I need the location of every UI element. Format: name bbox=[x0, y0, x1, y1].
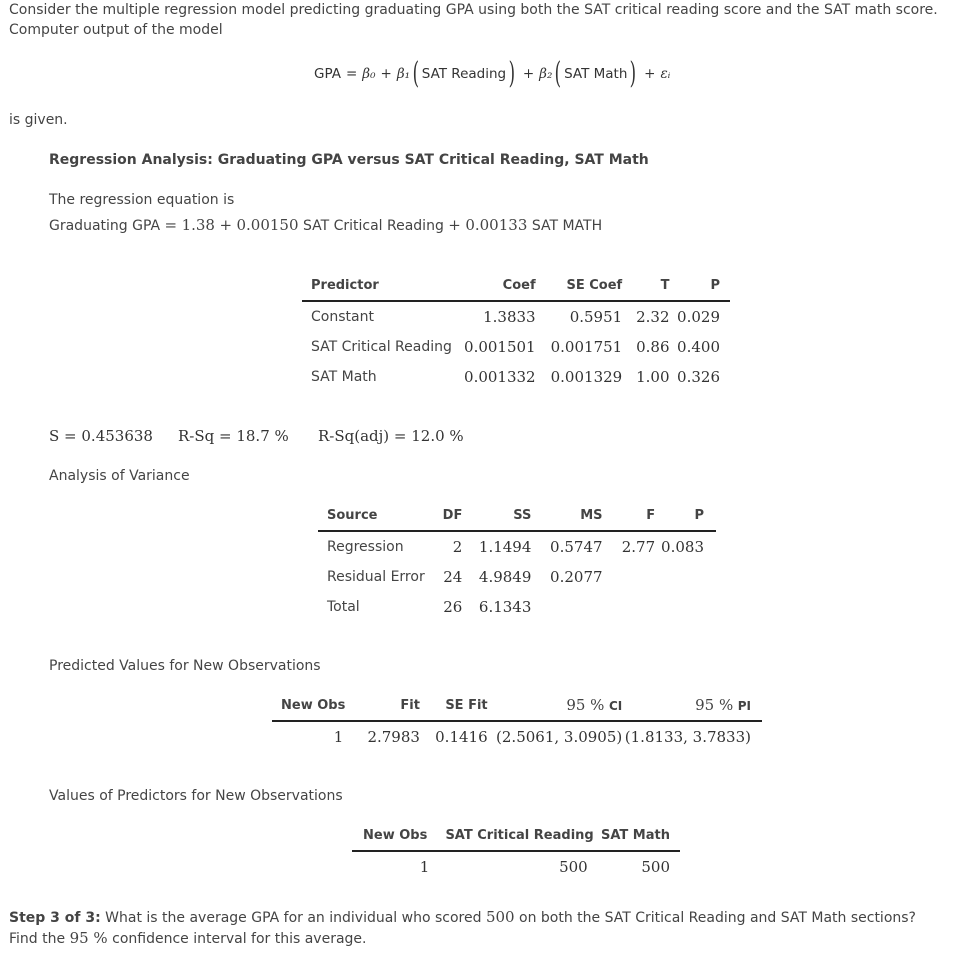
pred-cell-ci: (2.5061, 3.0905) bbox=[496, 728, 623, 746]
eq-var-math: SAT MATH bbox=[531, 218, 603, 234]
pred-cell-sefit: 0.1416 bbox=[435, 728, 488, 746]
coef-cell-predictor: SAT Math bbox=[311, 369, 377, 385]
anova-header-f: F bbox=[603, 500, 656, 531]
coef-header-p: P bbox=[670, 270, 730, 301]
anova-cell-ms: 0.5747 bbox=[550, 538, 603, 556]
pred-header-sefit: SE Fit bbox=[420, 690, 488, 721]
step-text-1: What is the average GPA for an individual who scored bbox=[100, 910, 486, 926]
step-text-2: on both the SAT Critical Reading and SAT Math sections? Find the bbox=[9, 910, 916, 947]
anova-cell-p bbox=[655, 592, 716, 622]
pred-header-pi bbox=[622, 690, 762, 721]
formula-error: εᵢ bbox=[660, 66, 671, 82]
coef-header-row bbox=[302, 270, 730, 301]
coef-cell-t: 1.00 bbox=[636, 368, 670, 386]
eq-coef-reading: 0.00150 bbox=[236, 216, 299, 234]
coef-cell-t: 2.32 bbox=[636, 308, 670, 326]
pred-header-ci-label: CI bbox=[608, 699, 623, 713]
anova-header-row bbox=[318, 500, 716, 531]
pred-header-pi-pct: 95 % bbox=[695, 696, 734, 714]
step-label: Step 3 of 3: bbox=[9, 910, 101, 926]
analysis-title: Regression Analysis: Graduating GPA versus SAT Critical Reading, SAT Math bbox=[49, 152, 649, 168]
anova-cell-df: 2 bbox=[452, 538, 463, 556]
coef-cell-t: 0.86 bbox=[636, 338, 670, 356]
anova-cell-source: Total bbox=[327, 599, 360, 615]
table-row bbox=[318, 592, 716, 622]
given-text: is given. bbox=[9, 112, 68, 128]
regression-equation bbox=[49, 216, 602, 234]
step-text-3: confidence interval for this average. bbox=[107, 931, 367, 947]
anova-cell-ss: 1.1494 bbox=[478, 538, 532, 556]
coef-cell-coef: 0.001501 bbox=[464, 338, 536, 356]
predv-header-newobs: New Obs bbox=[352, 820, 433, 851]
eq-plus-2: + bbox=[448, 216, 461, 234]
anova-table bbox=[318, 500, 716, 622]
anova-header-ss: SS bbox=[462, 500, 531, 531]
anova-label: Analysis of Variance bbox=[49, 468, 190, 484]
formula-plus-3: + bbox=[644, 66, 656, 82]
anova-header-source: Source bbox=[318, 500, 435, 531]
table-row bbox=[272, 721, 762, 752]
eq-plus-1: + bbox=[219, 216, 233, 234]
predv-cell-math: 500 bbox=[641, 858, 670, 876]
model-formula bbox=[314, 52, 670, 96]
formula-plus-2: + bbox=[522, 66, 535, 82]
coef-cell-coef: 1.3833 bbox=[483, 308, 536, 326]
pred-header-pi-label: PI bbox=[737, 699, 751, 713]
coef-header-coef: Coef bbox=[460, 270, 536, 301]
coef-cell-predictor: SAT Critical Reading bbox=[311, 339, 452, 355]
anova-header-df: DF bbox=[435, 500, 463, 531]
predv-cell-newobs: 1 bbox=[419, 858, 430, 876]
paren-open-1: ( bbox=[412, 56, 420, 91]
coef-cell-p: 0.400 bbox=[677, 338, 720, 356]
pred-cell-newobs: 1 bbox=[333, 728, 344, 746]
table-row bbox=[302, 301, 730, 332]
eq-lhs: Graduating GPA bbox=[49, 218, 161, 234]
table-row bbox=[302, 362, 730, 392]
coef-header-secoef: SE Coef bbox=[536, 270, 623, 301]
anova-cell-ss: 6.1343 bbox=[478, 598, 532, 616]
pred-header-ci-pct: 95 % bbox=[566, 696, 605, 714]
predicted-table bbox=[272, 690, 762, 752]
coef-cell-secoef: 0.001751 bbox=[550, 338, 623, 356]
formula-beta0: β₀ bbox=[362, 66, 376, 82]
eq-intercept: 1.38 bbox=[181, 216, 215, 234]
formula-beta2: β₂ bbox=[539, 66, 553, 82]
predictors-table bbox=[352, 820, 680, 882]
paren-open-2: ( bbox=[554, 56, 562, 91]
anova-cell-df: 24 bbox=[443, 568, 463, 586]
eq-var-reading: SAT Critical Reading bbox=[302, 218, 444, 234]
formula-lhs: GPA bbox=[314, 66, 341, 82]
anova-cell-f bbox=[603, 592, 656, 622]
anova-cell-f: 2.77 bbox=[621, 538, 656, 556]
pred-cell-pi: (1.8133, 3.7833) bbox=[624, 728, 751, 746]
anova-header-p: P bbox=[655, 500, 716, 531]
coef-cell-p: 0.029 bbox=[677, 308, 720, 326]
paren-close-2: ) bbox=[630, 56, 637, 91]
formula-var-reading: SAT Reading bbox=[421, 66, 507, 82]
table-row bbox=[318, 531, 716, 562]
formula-plus-1: + bbox=[380, 66, 392, 82]
table-row bbox=[318, 562, 716, 592]
table-row bbox=[352, 851, 680, 882]
coef-cell-secoef: 0.5951 bbox=[569, 308, 623, 326]
step-pct: 95 % bbox=[69, 929, 108, 947]
intro-text: Consider the multiple regression model predicting graduating GPA using both the SAT critical reading score and the SAT math score. Computer output of the model bbox=[9, 2, 938, 38]
formula-var-math: SAT Math bbox=[564, 66, 628, 82]
regression-eq-intro: The regression equation is bbox=[49, 192, 235, 208]
predicted-header-row bbox=[272, 690, 762, 721]
anova-cell-source: Regression bbox=[327, 539, 404, 555]
anova-cell-ms bbox=[531, 592, 602, 622]
eq-equals: = bbox=[164, 216, 178, 234]
predictors-label: Values of Predictors for New Observations bbox=[49, 788, 343, 804]
anova-cell-ms: 0.2077 bbox=[550, 568, 603, 586]
coef-cell-coef: 0.001332 bbox=[464, 368, 536, 386]
paren-close-1: ) bbox=[508, 56, 516, 91]
pred-header-newobs: New Obs bbox=[272, 690, 352, 721]
predv-header-math: SAT Math bbox=[594, 820, 680, 851]
predv-cell-reading: 500 bbox=[559, 858, 588, 876]
formula-equals: = bbox=[345, 66, 358, 82]
step-score: 500 bbox=[485, 908, 515, 926]
stat-rsq: R-Sq = 18.7 % bbox=[178, 427, 289, 445]
eq-coef-math: 0.00133 bbox=[465, 216, 528, 234]
coef-cell-p: 0.326 bbox=[677, 368, 720, 386]
predictors-header-row bbox=[352, 820, 680, 851]
formula-beta1: β₁ bbox=[396, 66, 411, 82]
anova-cell-p: 0.083 bbox=[661, 538, 704, 556]
anova-cell-p bbox=[655, 562, 716, 592]
table-row bbox=[302, 332, 730, 362]
anova-cell-f bbox=[603, 562, 656, 592]
coef-cell-secoef: 0.001329 bbox=[550, 368, 623, 386]
coef-header-predictor: Predictor bbox=[302, 270, 460, 301]
step-question bbox=[9, 907, 949, 949]
coef-header-t: T bbox=[622, 270, 669, 301]
coef-cell-predictor: Constant bbox=[311, 309, 374, 325]
anova-cell-df: 26 bbox=[443, 598, 463, 616]
anova-header-ms: MS bbox=[531, 500, 602, 531]
coefficient-table bbox=[302, 270, 730, 392]
stat-s: S = 0.453638 bbox=[49, 427, 153, 445]
pred-cell-fit: 2.7983 bbox=[367, 728, 420, 746]
stat-rsq-adj: R-Sq(adj) = 12.0 % bbox=[318, 427, 464, 445]
predv-header-reading: SAT Critical Reading bbox=[433, 820, 593, 851]
anova-cell-source: Residual Error bbox=[327, 569, 425, 585]
pred-header-fit: Fit bbox=[352, 690, 420, 721]
anova-cell-ss: 4.9849 bbox=[478, 568, 532, 586]
pred-header-ci bbox=[488, 690, 623, 721]
predicted-label: Predicted Values for New Observations bbox=[49, 658, 321, 674]
